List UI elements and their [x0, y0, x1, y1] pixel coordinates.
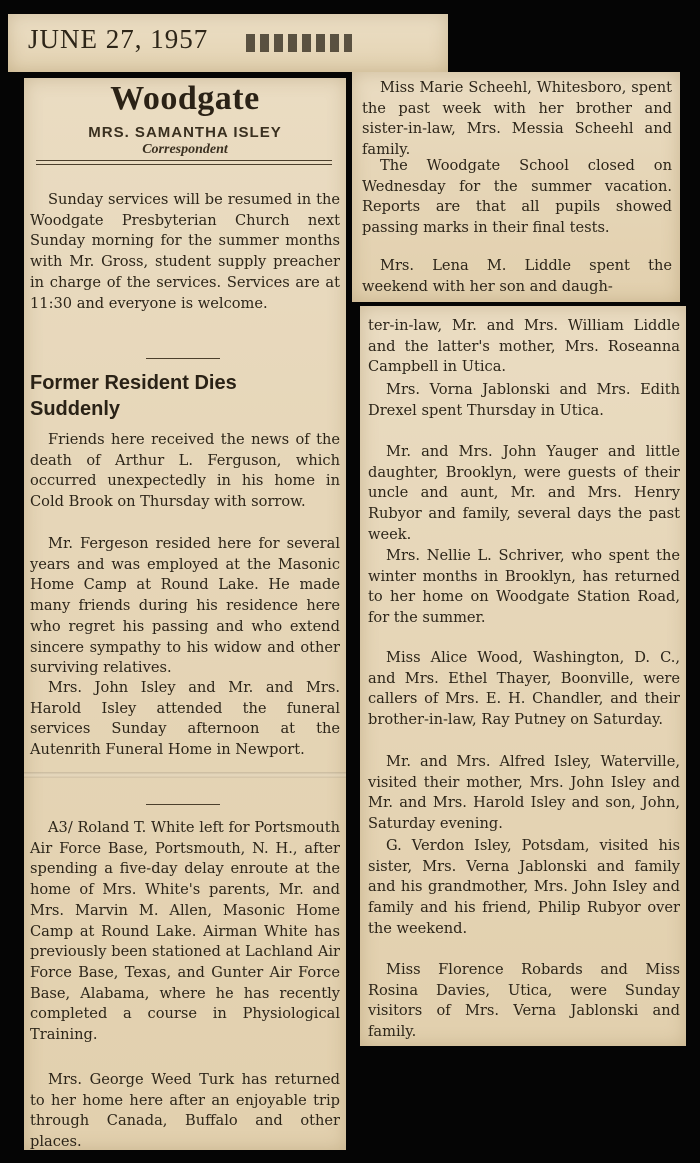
clipping-date: JUNE 27, 1957	[28, 24, 209, 54]
left-column	[24, 78, 346, 1150]
news-item: Miss Marie Scheehl, Whitesboro, spent the past week with her brother and sister-in-law, Mrs. Messia Scheehl and family.	[362, 79, 672, 159]
news-item: Mrs. Nellie L. Schriver, who spent the winter months in Brooklyn, has returned to her home on Woodgate Station Road, for the summer.	[368, 547, 680, 627]
date-clipping	[8, 14, 448, 72]
news-item: Mrs. Vorna Jablonski and Mrs. Edith Drexel spent Thursday in Utica.	[368, 381, 680, 419]
news-item: G. Verdon Isley, Potsdam, visited his sister, Mrs. Verna Jablonski and family and his grandmother, Mrs. John Isley and family and his friend, Philip Rubyor over the weekend.	[368, 837, 680, 937]
obituary-paragraph: Friends here received the news of the death of Arthur L. Ferguson, which occurred unexpectedly in his home in Cold Brook on Thursday with sorrow.	[30, 431, 340, 511]
obituary-paragraph: Mrs. John Isley and Mr. and Mrs. Harold Isley attended the funeral services Sunday afternoon at the Autenrith Funeral Home in Newport.	[30, 679, 340, 759]
correspondent-name: MRS. SAMANTHA ISLEY	[88, 124, 282, 141]
church-services-item: Sunday services will be resumed in the Woodgate Presbyterian Church next Sunday morning for the summer months with Mr. Gross, student supply preacher in charge of the services. Services are at 11:30 and everyone is welcome.	[30, 191, 340, 312]
obituary-paragraph: Mr. Fergeson resided here for several years and was employed at the Masonic Home Camp at Round Lake. He made many friends during his residence here who regret his passing and who extend sincere sympathy to his widow and other surviving relatives.	[30, 535, 340, 677]
paper-crease	[24, 772, 346, 778]
news-item: Miss Alice Wood, Washington, D. C., and Mrs. Ethel Thayer, Boonville, were callers of Mrs. E. H. Chandler, and their brother-in-law, Ray Putney on Saturday.	[368, 649, 680, 729]
news-item: The Woodgate School closed on Wednesday for the summer vacation. Reports are that all pupils showed passing marks in their final tests.	[362, 157, 672, 237]
right-column-bottom	[360, 306, 686, 1046]
column-masthead	[24, 78, 346, 158]
news-item: A3/ Roland T. White left for Portsmouth Air Force Base, Portsmouth, N. H., after spending a five-day delay enroute at the home of Mrs. White's parents, Mr. and Mrs. Marvin M. Allen, Masonic Home Camp at Round Lake. Airman White has previously been stationed at Lachland Air Force Base, Texas, and Gunter Air Force Base, Alabama, where he has recently completed a course in Physiological Training.	[30, 819, 340, 1044]
news-item: Mr. and Mrs. John Yauger and little daughter, Brooklyn, were guests of their uncle and aunt, Mr. and Mrs. Henry Rubyor and family, several days the past week.	[368, 443, 680, 543]
right-column-top	[352, 72, 680, 302]
news-item: Mr. and Mrs. Alfred Isley, Waterville, visited their mother, Mrs. John Isley and Mr. and Mrs. Harold Isley and son, John, Saturday evening.	[368, 753, 680, 833]
separator-rule	[146, 358, 220, 359]
masthead-rule	[36, 160, 332, 165]
obituary-headline: Former Resident Dies Suddenly	[30, 372, 237, 420]
news-item: Mrs. Lena M. Liddle spent the weekend with her son and daugh-	[362, 257, 672, 295]
news-item-continued: ter-in-law, Mr. and Mrs. William Liddle and the latter's mother, Mrs. Roseanna Campbell in Utica.	[368, 317, 680, 376]
separator-rule	[146, 804, 220, 805]
news-item: Mrs. George Weed Turk has returned to her home here after an enjoyable trip through Canada, Buffalo and other places.	[30, 1071, 340, 1150]
news-item: Miss Florence Robards and Miss Rosina Davies, Utica, were Sunday visitors of Mrs. Verna Jablonski and family.	[368, 961, 680, 1041]
ink-smudge	[246, 34, 352, 52]
column-title: Woodgate	[110, 80, 260, 117]
correspondent-role: Correspondent	[142, 142, 228, 157]
